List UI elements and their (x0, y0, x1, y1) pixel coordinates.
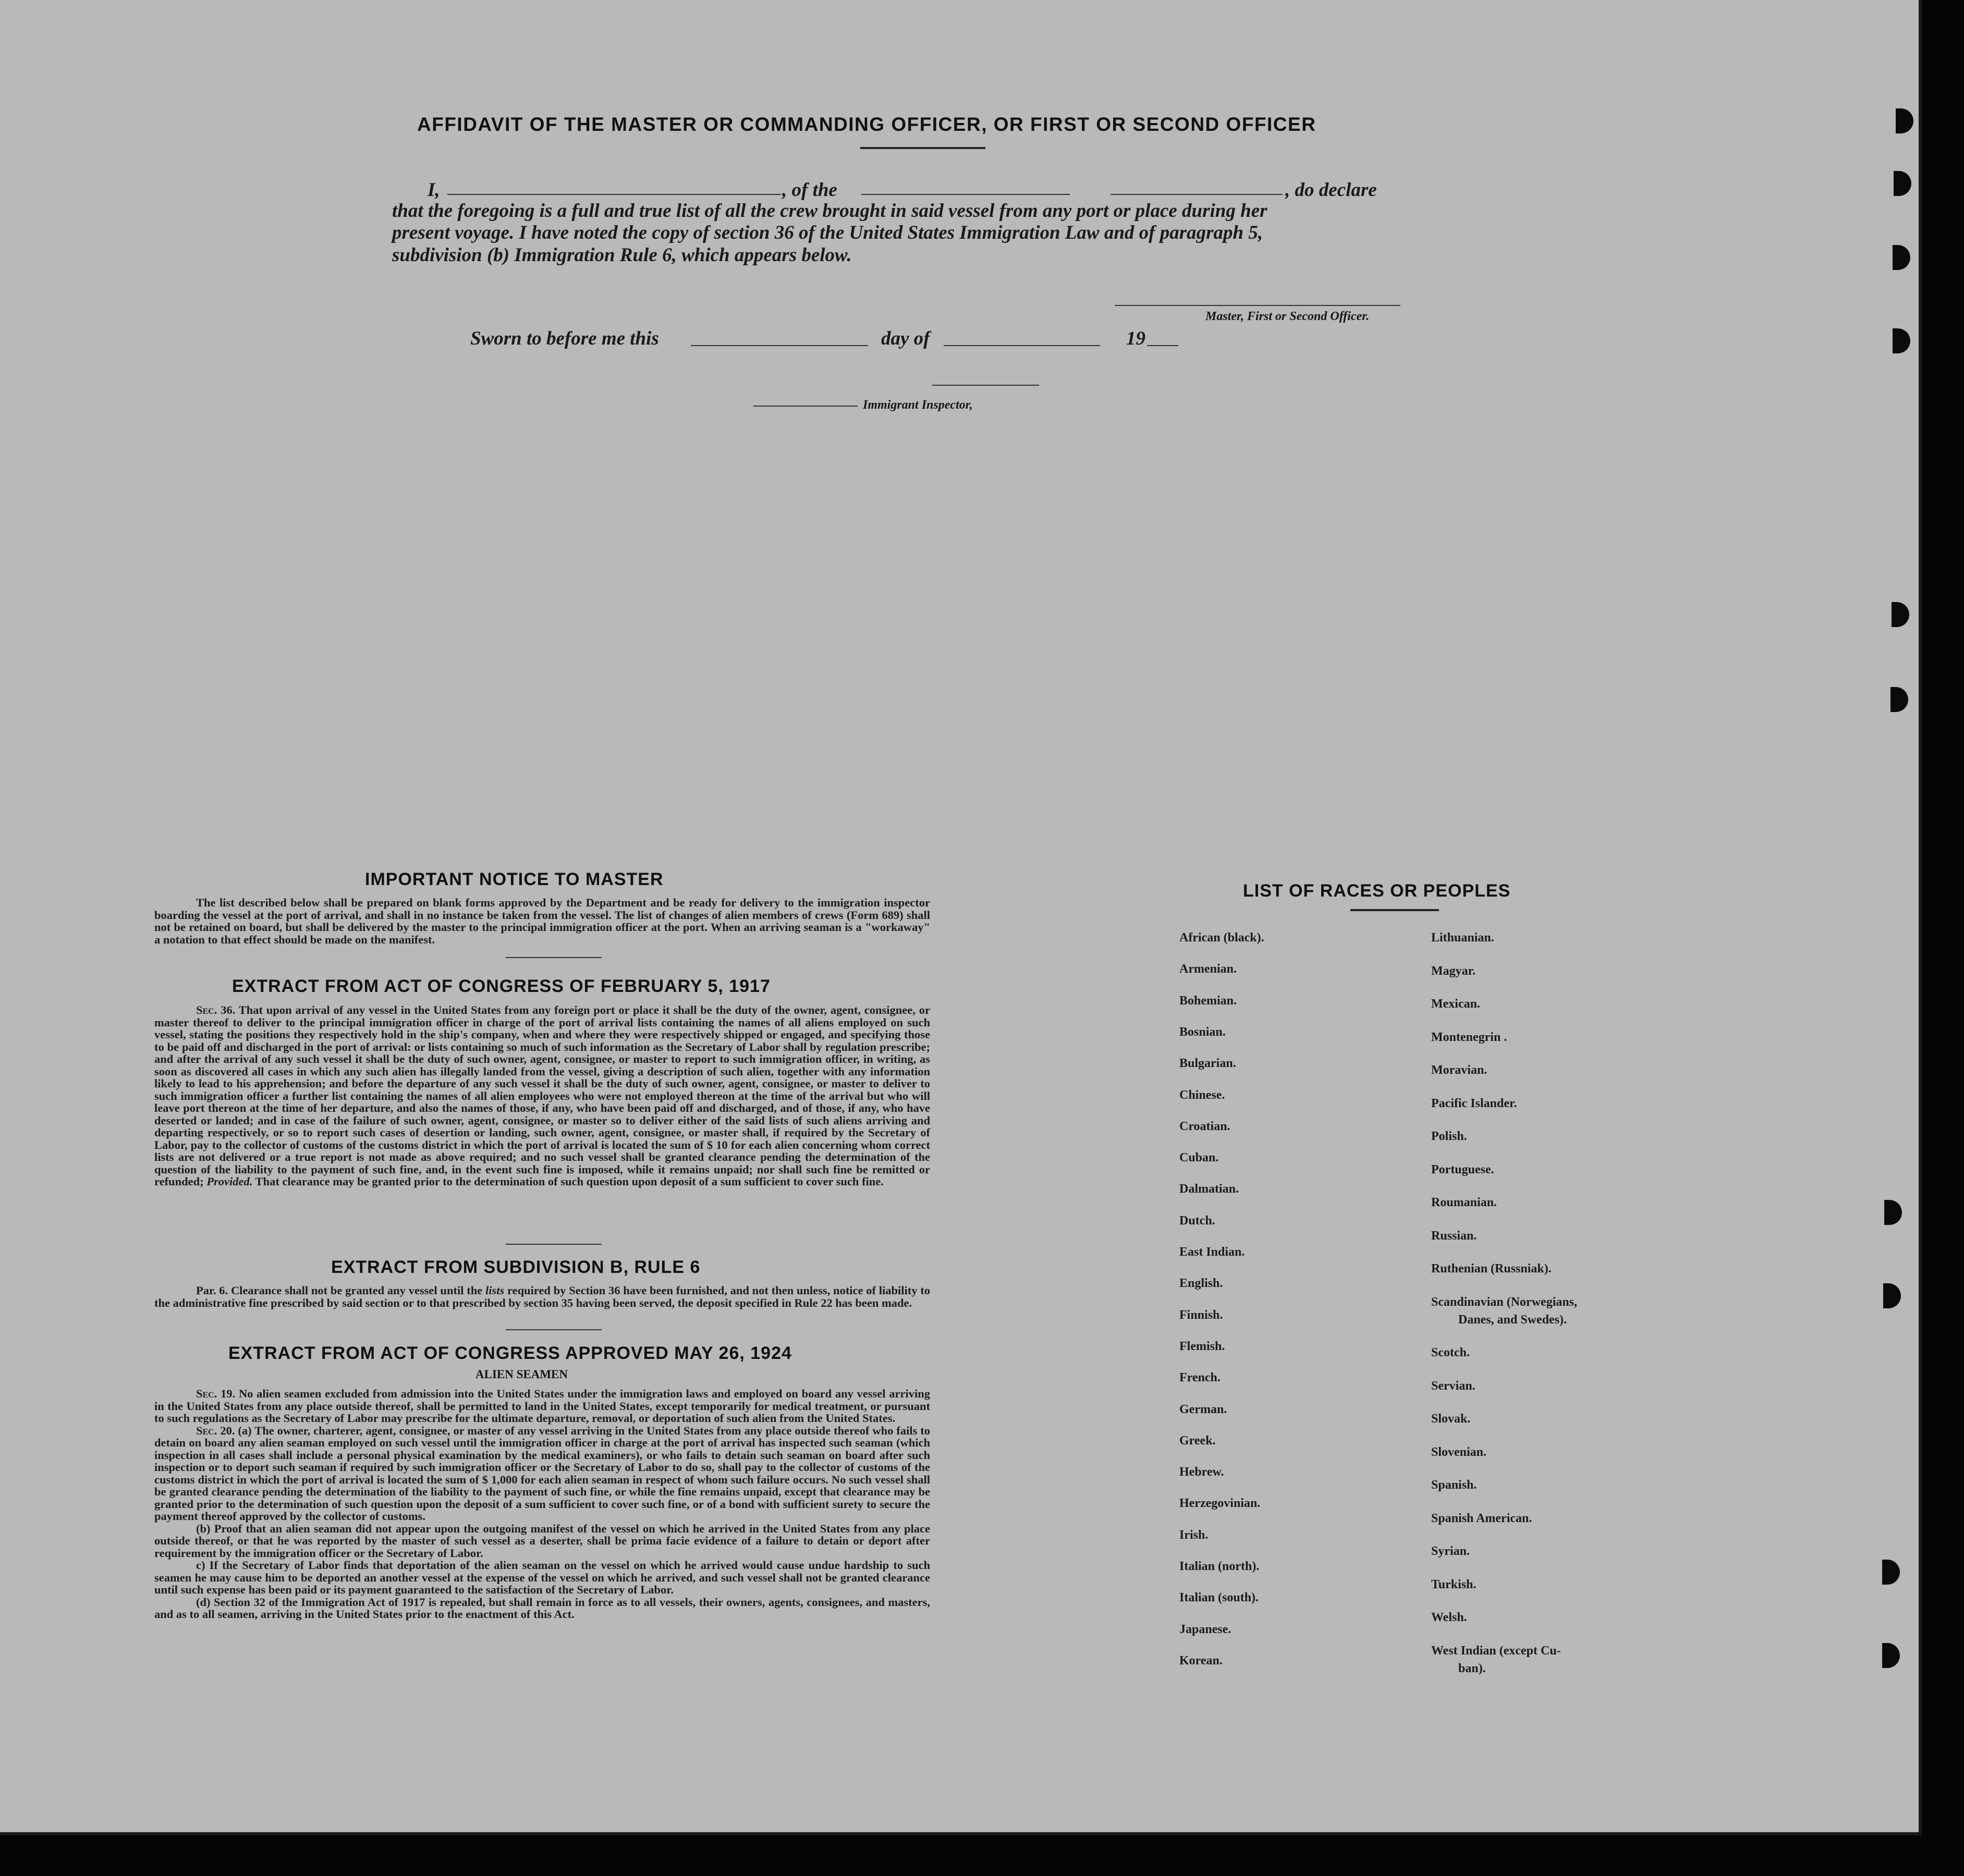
race-item: Slovenian. (1431, 1445, 1487, 1459)
sec20a-paragraph (154, 1425, 930, 1523)
par6-body-a: Clearance shall not be granted any vessel until the (230, 1284, 483, 1297)
race-item: Syrian. (1431, 1544, 1470, 1558)
sworn-text: Sworn to before me this (470, 328, 659, 349)
race-item: French. (1179, 1371, 1221, 1384)
race-item: Cuban. (1179, 1151, 1219, 1164)
extract-rule6-divider (506, 1329, 602, 1330)
punch-hole (1884, 1200, 1902, 1225)
race-item: West Indian (except Cu- (1431, 1644, 1561, 1658)
extract-rule6-text (154, 1284, 930, 1309)
affidavit-line-4: subdivision (b) Immigration Rule 6, which appears below. (392, 244, 852, 266)
blank-sworn-month (944, 345, 1100, 346)
race-item: Spanish. (1431, 1478, 1477, 1492)
punch-hole (1892, 602, 1909, 627)
blank-vessel (1111, 194, 1283, 195)
race-item: Portuguese. (1431, 1163, 1494, 1176)
race-item: Finnish. (1179, 1308, 1223, 1322)
race-item: Hebrew. (1179, 1465, 1224, 1479)
blank-sworn-year (1147, 345, 1178, 346)
title-underline (860, 147, 985, 149)
race-item: Lithuanian. (1431, 931, 1494, 945)
punch-hole (1893, 328, 1910, 353)
race-item: Croatian. (1179, 1120, 1230, 1133)
inspector-top-line (932, 385, 1039, 386)
race-item: Scotch. (1431, 1346, 1470, 1359)
race-item: Roumanian. (1431, 1196, 1497, 1209)
race-item: Magyar. (1431, 964, 1476, 978)
punch-hole (1882, 1560, 1900, 1585)
provided-word: Provided. (206, 1175, 253, 1188)
extract-1917-title: EXTRACT FROM ACT OF CONGRESS OF FEBRUARY 5, 1917 (232, 976, 771, 996)
extract-1917-divider (506, 1244, 602, 1245)
affidavit-title: AFFIDAVIT OF THE MASTER OR COMMANDING OFFICER, OR FIRST OR SECOND OFFICER (417, 114, 1316, 135)
race-item: Korean. (1179, 1654, 1223, 1667)
sworn-year: 19 (1126, 328, 1145, 349)
sec20-label: Sec. 20. (196, 1424, 235, 1437)
punch-hole (1883, 1283, 1901, 1308)
blank-sworn-date (691, 345, 868, 346)
race-item: Dutch. (1179, 1214, 1215, 1228)
signature-label: Master, First or Second Officer. (1205, 310, 1370, 323)
inspector-line (753, 406, 858, 407)
sec20a-body: (a) The owner, charterer, agent, consignee, or master of any vessel arriving in the United States from any place outside thereof who fails to detain on board any alien seaman employed on such vessel until the immigration officer in charge at the port of arrival has inspected such seaman (which inspection in all cases shall include a personal physical examination by the medical examiners), or who fails to detain such seaman on board after such inspection or to deport such seaman if required by such immigration officer or the Secretary of Labor to do so, shall pay to the collector of customs of the customs district in which the port of arrival is located the sum of $ 1,000 for each alien seaman in respect of whom such failure occurs. No such vessel shall be granted clearance pending the determination of the liability to the payment of such fine, or while the fine remains unpaid, except that clearance may be granted prior to the determination of such question upon the deposit of a sum sufficient to cover such fine, or of a bond with sufficient surety to secure the payment thereof approved by the collector of customs. (154, 1424, 930, 1523)
race-item: East Indian. (1179, 1245, 1245, 1259)
race-item: Japanese. (1179, 1623, 1231, 1636)
blank-position (861, 194, 1070, 195)
punch-hole (1896, 108, 1913, 133)
race-item: Bosnian. (1179, 1025, 1226, 1039)
race-item: Italian (south). (1179, 1591, 1259, 1604)
sec36-body: That upon arrival of any vessel in the United States from any foreign port or place it shall be the duty of the owner, agent, consignee, or master thereof to deliver to the principal immigration officer in charge of the port of arrival lists containing the names of all aliens employed on such vessel, stating the positions they respectively hold in the ship's company, when and where they were respectively shipped or engaged, and specifying those to be paid off and discharged in the port of arrival: or lists containing so much of such information as the Secretary of Labor shall by regulation prescribe; and after the arrival of any such vessel it shall be the duty of such owner, agent, consignee, or master to report to such immigration officer, in writing, as soon as discovered all cases in which any such alien has illegally landed from the vessel, giving a description of such alien, together with any information likely to lead to his apprehension; and before the departure of any such vessel it shall be the duty of such owner, agent, consignee, or master to deliver to such immigration officer a further list containing the names of all alien employees who were not employed thereon at the time of the arrival but who will leave port thereon at the time of her departure, and also the names of those, if any, who have been paid off and discharged, and of those, if any, who have deserted or landed; and in case of the failure of such owner, agent, consignee, or master so to deliver either of the said lists of such aliens arriving and departing respectively, or so to report such cases of desertion or landing, such owner, agent, consignee, or master shall, if required by the Secretary of Labor, pay to the collector of customs of the customs district in which the port of arrival is located the sum of $ 10 for each alien concerning whom correct lists are not delivered or a true report is not made as above required; and no such vessel shall be granted clearance pending the determination of the question of the liability to the payment of such fine, and, in the event such fine is imposed, while it remains unpaid; nor shall such fine be remitted or refunded; (154, 1003, 930, 1188)
affidavit-i: I, (428, 179, 440, 201)
race-item: Chinese. (1179, 1088, 1225, 1102)
race-item: English. (1179, 1277, 1223, 1290)
sec20c-paragraph: c) If the Secretary of Labor finds that deportation of the alien seaman on the vessel on which he arrived would cause undue hardship to such seamen he may cause him to be deported an another vessel at the expense of the vessel on which he arrived, and such vessel shall not be granted clearance until such expense has been paid or its payment guaranteed to the satisfaction of the Secretary of Labor. (154, 1559, 930, 1596)
extract-1917-text (154, 1004, 930, 1188)
races-title-underline (1350, 909, 1439, 911)
signature-line (1115, 305, 1400, 306)
race-item: Bulgarian. (1179, 1057, 1236, 1070)
sec19-paragraph (154, 1388, 930, 1425)
punch-hole (1894, 171, 1911, 196)
affidavit-line-1 (428, 179, 440, 201)
race-item: Pacific Islander. (1431, 1097, 1517, 1110)
sec20b-paragraph: (b) Proof that an alien seaman did not appear upon the outgoing manifest of the vessel on which he arrived in the United States from any place outside thereof, or that he was reported by the master of such vessel as a deserter, shall be prima facie evidence of a failure to detain or deport after requirement by the immigration officer or the Secretary of Labor. (154, 1522, 930, 1560)
blank-name (447, 194, 781, 195)
notice-title: IMPORTANT NOTICE TO MASTER (365, 869, 664, 889)
race-item: Herzegovinian. (1179, 1497, 1261, 1510)
race-item: Irish. (1179, 1528, 1209, 1542)
race-item: Polish. (1431, 1130, 1467, 1143)
race-item: ban). (1458, 1662, 1486, 1675)
sec20d-paragraph: (d) Section 32 of the Immigration Act of 1917 is repealed, but shall remain in force as to all vessels, their owners, agents, consignees, and masters, and as to all seamen, arriving in the United States prior to the enactment of this Act. (154, 1595, 930, 1621)
sworn-day-of: day of (881, 328, 930, 349)
affidavit-line-2: that the foregoing is a full and true list of all the crew brought in said vessel from any port or place during her (392, 200, 1267, 222)
race-item: Danes, and Swedes). (1458, 1313, 1567, 1327)
race-item: Dalmatian. (1179, 1182, 1239, 1196)
race-item: German. (1179, 1403, 1227, 1416)
punch-hole (1882, 1643, 1900, 1668)
notice-text (154, 897, 930, 946)
race-item: Russian. (1431, 1229, 1477, 1243)
race-item: Armenian. (1179, 962, 1237, 976)
extract-rule6-title: EXTRACT FROM SUBDIVISION B, RULE 6 (331, 1257, 701, 1277)
punch-hole (1890, 687, 1908, 712)
affidavit-of-the: , of the (782, 179, 837, 201)
race-item: Spanish American. (1431, 1512, 1532, 1525)
race-item: Servian. (1431, 1379, 1475, 1393)
race-item: Welsh. (1431, 1611, 1467, 1624)
par6-label: Par. 6. (196, 1284, 228, 1297)
race-item: Italian (north). (1179, 1560, 1260, 1573)
race-item: Greek. (1179, 1434, 1216, 1448)
sec19-body: No alien seamen excluded from admission into the United States under the immigration laws and employed on board any vessel arriving in the United States from any place outside thereof, shall be permitted to land in the United States, except temporarily for medical treatment, or pursuant to such regulations as the Secretary of Labor may prescribe for the ultimate departure, removal, or deportation of such alien from the United States. (154, 1387, 930, 1425)
races-title: LIST OF RACES OR PEOPLES (1243, 881, 1511, 901)
sec19-label: Sec. 19. (196, 1387, 236, 1400)
race-item: Bohemian. (1179, 994, 1237, 1008)
race-item: Turkish. (1431, 1578, 1477, 1591)
punch-hole (1893, 245, 1910, 270)
sec36-end: That clearance may be granted prior to the determination of such question upon deposit of a sum sufficient to cover such fine. (255, 1175, 884, 1188)
race-item: Flemish. (1179, 1340, 1225, 1353)
notice-divider (506, 957, 602, 958)
inspector-label: Immigrant Inspector, (863, 398, 973, 412)
race-item: Moravian. (1431, 1063, 1487, 1077)
race-item: African (black). (1179, 931, 1264, 945)
race-item: Scandinavian (Norwegians, (1431, 1295, 1578, 1309)
extract-1924-text (154, 1388, 930, 1621)
lists-word: lists (485, 1284, 505, 1297)
race-item: Montenegrin . (1431, 1031, 1507, 1044)
notice-body: The list described below shall be prepared on blank forms approved by the Department and be ready for delivery to the immigration inspector boarding the vessel at the port of arrival, and shall in no instance be taken from the vessel. The list of changes of alien members of crews (Form 689) shall not be retained on board, but shall be delivered by the master to the principal immigration officer at the port. When an arriving seaman is a "workaway" a notation to that effect should be made on the manifest. (154, 896, 930, 946)
race-item: Slovak. (1431, 1412, 1471, 1426)
extract-1924-title: EXTRACT FROM ACT OF CONGRESS APPROVED MAY 26, 1924 (228, 1343, 792, 1363)
race-item: Ruthenian (Russniak). (1431, 1262, 1552, 1276)
race-item: Mexican. (1431, 997, 1480, 1011)
par6-body-b: required by Section 36 have been furnished, and not then unless, notice of liability to the administrative fine prescribed by said section or to that prescribed by section 35 having been served, the deposit specified in Rule 22 has been made. (154, 1284, 931, 1309)
sec36-label: Sec. 36. (196, 1003, 236, 1016)
affidavit-do-declare: , do declare (1285, 179, 1377, 201)
affidavit-line-3: present voyage. I have noted the copy of section 36 of the United States Immigration Law and of paragraph 5, (392, 222, 1263, 243)
alien-seamen-subtitle: ALIEN SEAMEN (475, 1368, 568, 1381)
